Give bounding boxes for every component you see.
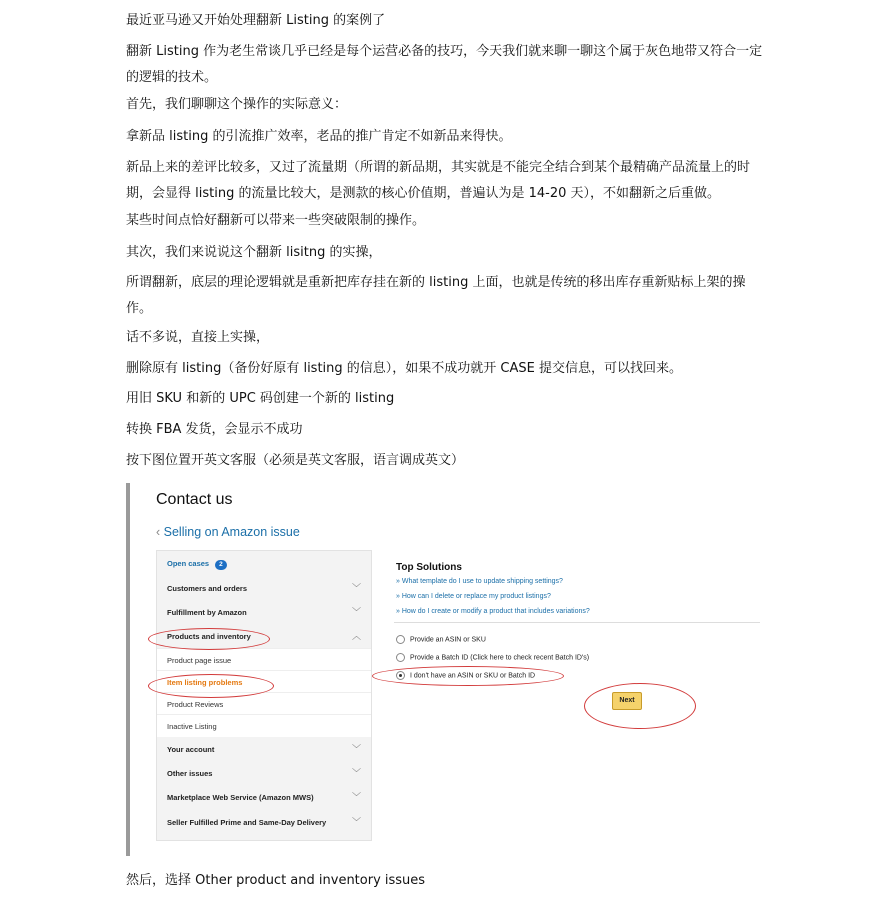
- chevron-down-icon: ﹀: [351, 768, 361, 778]
- top-solutions-title: Top Solutions: [396, 562, 462, 573]
- sidebar-item-label: Other issues: [167, 769, 213, 778]
- paragraph-14: 然后，选择 Other product and inventory issues: [126, 873, 426, 888]
- paragraph-4: 拿新品 listing 的引流推广效率，老品的推广肯定不如新品来得快。: [126, 129, 512, 144]
- sidebar-sub-product-page[interactable]: [157, 648, 371, 671]
- paragraph-11: 用旧 SKU 和新的 UPC 码创建一个新的 listing: [126, 391, 395, 406]
- sidebar-item-open-cases[interactable]: [157, 551, 371, 575]
- highlight-item-listing: [148, 674, 274, 698]
- chevron-down-icon: ﹀: [351, 607, 361, 617]
- solution-link[interactable]: » What template do I use to update shipping settings?: [396, 578, 563, 585]
- sidebar-item-label: Marketplace Web Service (Amazon MWS): [167, 793, 314, 802]
- sidebar-item-label: Fulfillment by Amazon: [167, 608, 247, 617]
- paragraph-10: 删除原有 listing（备份好原有 listing 的信息），如果不成功就开 CASE 提交信息，可以找回来。: [126, 361, 682, 376]
- sidebar-item-label: Customers and orders: [167, 584, 248, 593]
- sidebar-item-prime[interactable]: [157, 810, 371, 834]
- next-button[interactable]: Next: [612, 692, 642, 710]
- paragraph-8: 所谓翻新，底层的理论逻辑就是重新把库存挂在新的 listing 上面，也就是传统的移出库存重新贴标上架的操作。: [126, 275, 746, 316]
- paragraph-6: 某些时间点恰好翻新可以带来一些突破限制的操作。: [126, 213, 426, 228]
- highlight-no-asin-option: [372, 666, 564, 686]
- divider: [394, 622, 760, 623]
- sidebar-sub-label: Product Reviews: [167, 700, 224, 709]
- open-cases-label: Open cases: [167, 559, 210, 568]
- sidebar-item-other[interactable]: [157, 761, 371, 785]
- paragraph-1: 最近亚马逊又开始处理翻新 Listing 的案例了: [126, 13, 386, 28]
- help-main-panel: [374, 550, 760, 839]
- option-label: I don't have an ASIN or SKU or Batch ID: [410, 672, 536, 680]
- radio-button[interactable]: [396, 653, 405, 662]
- chevron-up-icon: ︿: [351, 631, 361, 641]
- sidebar-sub-label: Item listing problems: [167, 678, 243, 687]
- highlight-products-inventory: [148, 628, 270, 650]
- sidebar-item-mws[interactable]: [157, 785, 371, 809]
- radio-button[interactable]: [396, 635, 405, 644]
- paragraph-9: 话不多说，直接上实操，: [126, 330, 270, 345]
- sidebar-item-label: Seller Fulfilled Prime and Same-Day Delivery: [167, 818, 327, 827]
- solution-link[interactable]: » How do I create or modify a product that includes variations?: [396, 608, 590, 615]
- option-label: Provide an ASIN or SKU: [410, 636, 486, 644]
- chevron-down-icon: ﹀: [351, 583, 361, 593]
- sidebar-sub-label: Product page issue: [167, 656, 232, 665]
- sidebar-sub-label: Inactive Listing: [167, 722, 217, 731]
- solution-link[interactable]: » How can I delete or replace my product listings?: [396, 593, 551, 600]
- sidebar-item-customers[interactable]: [157, 576, 371, 600]
- paragraph-12: 转换 FBA 发货，会显示不成功: [126, 422, 303, 437]
- paragraph-7: 其次，我们来说说这个翻新 lisitng 的实操，: [126, 245, 382, 260]
- option-batch-id[interactable]: [396, 653, 589, 662]
- sidebar-item-fba[interactable]: [157, 600, 371, 624]
- paragraph-2: 翻新 Listing 作为老生常谈几乎已经是每个运营必备的技巧，今天我们就来聊一聊这个属于灰色地带又符合一定的逻辑的技术。: [126, 44, 763, 85]
- sidebar-item-account[interactable]: [157, 737, 371, 761]
- screenshot-edge: [126, 483, 130, 856]
- back-link[interactable]: [156, 525, 300, 539]
- sidebar-item-label: Your account: [167, 745, 215, 754]
- chevron-left-icon: ‹: [156, 525, 164, 539]
- option-label: Provide a Batch ID (Click here to check recent Batch ID's): [410, 654, 590, 662]
- paragraph-3: 首先，我们聊聊这个操作的实际意义：: [126, 97, 348, 112]
- contact-us-title: Contact us: [156, 491, 233, 508]
- chevron-down-icon: ﹀: [351, 792, 361, 802]
- sidebar-sub-inactive[interactable]: [157, 714, 371, 737]
- paragraph-13: 按下图位置开英文客服（必须是英文客服，语言调成英文）: [126, 453, 465, 468]
- paragraph-5: 新品上来的差评比较多，又过了流量期（所谓的新品期，其实就是不能完全结合到某个最精确产品流量上的时期，会显得 listing 的流量比较大，是测款的核心价值期，普遍认为是 14-20 天），不如翻新之后重做。: [126, 160, 751, 201]
- chevron-down-icon: ﹀: [351, 817, 361, 827]
- chevron-down-icon: ﹀: [351, 744, 361, 754]
- open-cases-badge: 2: [215, 560, 227, 570]
- contact-us-screenshot: [126, 483, 760, 856]
- highlight-next-button: [584, 683, 696, 729]
- sidebar-item-label: Products and inventory: [167, 632, 251, 641]
- option-asin-sku[interactable]: [396, 635, 486, 644]
- back-link-label: Selling on Amazon issue: [163, 525, 300, 539]
